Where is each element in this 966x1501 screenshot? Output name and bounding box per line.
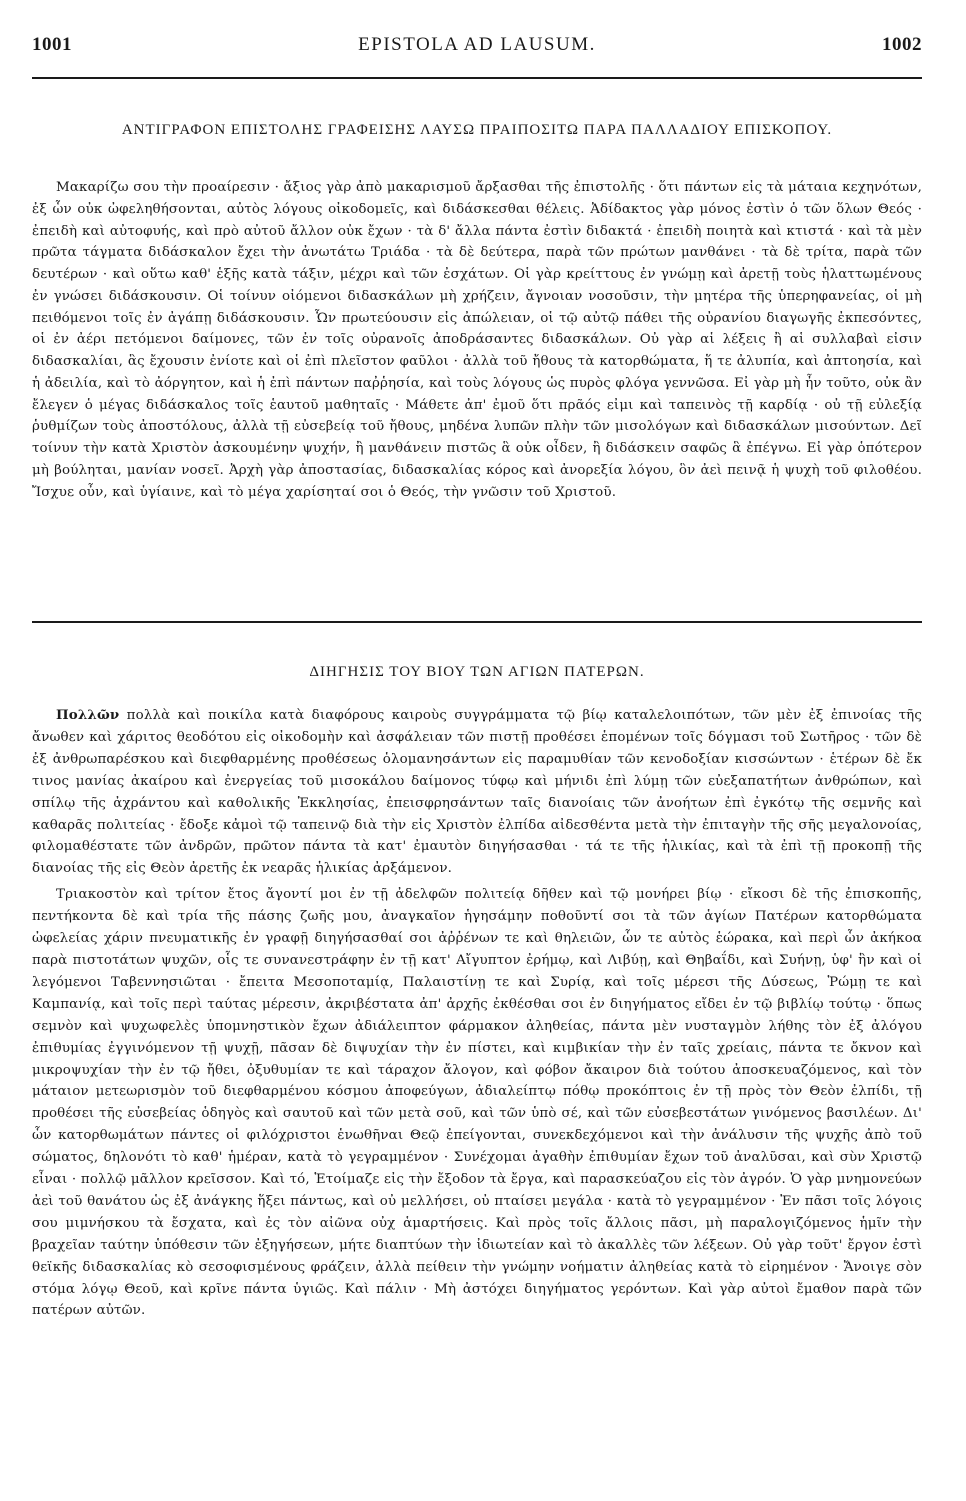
letter-heading: ΑΝΤΙΓΡΑΦΟΝ ΕΠΙΣΤΟΛΗΣ ΓΡΑΦΕΙΣΗΣ ΛΑΥΣΩ ΠΡΑΙΠΟΣΙΤΩ ΠΑΡΑ ΠΑΛΛΑΔΙΟΥ ΕΠΙΣΚΟΠΟΥ.	[121, 122, 833, 138]
left-column-number: 1001	[32, 34, 72, 55]
right-column-number: 1002	[882, 34, 922, 55]
paragraph-1-text: πολλὰ καὶ ποικίλα κατὰ διαφόρους καιροὺς συγγράμματα τῷ βίῳ καταλελοιπότων, τῶν μὲν ἐξ ἐπινοίας τῆς ἄνωθεν καὶ χάριτος θεοδότου εἰς οἰκοδομὴν καὶ ἀσφάλειαν τῶν πιστῇ προθέσει ἑπομένων τοῖς δόγμασι τοῦ Σωτῆρος · τῶν δὲ ἐξ ἀνθρωπαρέσκου καὶ διεφθαρμένης προθέσεως ὁλομανησάντων εἰς παραμυθίαν τῶν κενοδοξίαν κισσώντων · ἑτέρων δὲ ἔκ τινος μανίας ἀκαίρου καὶ ἐνεργείας τοῦ μισοκάλου δαίμονος τύφῳ καὶ μήνιδι ἐπὶ λύμῃ τῶν εὐεξαπατήτων ἀνθρώπων, καὶ σπίλῳ τῆς ἀχράντου καὶ καθολικῆς Ἐκκλησίας, ἐπεισφρησάντων ταῖς διανοίαις τῶν ἀνοήτων ἐπὶ ἐγκότῳ τῆς σεμνῆς καὶ καθαρᾶς πολιτείας · ἔδοξε κἀμοὶ τῷ ταπεινῷ διὰ τὴν εἰς Χριστὸν ἐλπίδα αἰδεσθέντα μετὰ τὴν ἐπιταγὴν τῆς σῆς μεγαλονοίας, φιλομαθέστατε τῶν ἀνδρῶν, πρῶτον πάντα τὰ κατ' ἐμαυτὸν διηγήσασθαι · τά τε τῆς ἡλικίας, καὶ τὰ ἐπὶ τῇ προκοπῇ τῆς διανοίας τῆς εἰς Θεὸν ἀρετῆς ἐκ νεαρᾶς ἡλικίας ἀρξάμενον.	[32, 708, 922, 877]
paragraph-2: Τριακοστὸν καὶ τρίτον ἔτος ἄγοντί μοι ἐν τῇ ἀδελφῶν πολιτείᾳ δῆθεν καὶ τῷ μονήρει βίῳ · εἴκοσι δὲ τῆς ἐπισκοπῆς, πεντήκοντα δὲ καὶ τρία τῆς πάσης ζωῆς μου, ἀναγκαῖον ἡγησάμην ποθοῦντί σοι τὰ τῶν ἁγίων Πατέρων κατορθώματα ὠφελείας χάριν πνευματικῆς ἐν γραφῇ διηγήσασθαί σοι ἀῤῥένων τε καὶ θηλειῶν, ὧν τε αὐτὸς ἑώρακα, καὶ περὶ ὧν ἀκήκοα παρὰ πιστοτάτων ψυχῶν, οἷς τε συνανεστράφην ἐν τῇ κατ' Αἴγυπτον ἐρήμῳ, καὶ Λιβύῃ, καὶ Θηβαΐδι, καὶ Συήνῃ, ὑφ' ἣν καὶ οἱ λεγόμενοι Ταβεννησιῶται · ἔπειτα Μεσοποταμίᾳ, Παλαιστίνῃ τε καὶ Συρίᾳ, καὶ τοῖς μέρεσι τῆς Δύσεως, Ῥώμῃ τε καὶ Καμπανίᾳ, καὶ τοῖς περὶ ταύτας μέρεσιν, ἀκριβέστατα ἀπ' ἀρχῆς ἐκθέσθαι σοι ἐν διηγήματος εἴδει ἐν τῷ βιβλίῳ τούτῳ · ὅπως σεμνὸν καὶ ψυχωφελὲς ὑπομνηστικὸν ἔχων ἀδιάλειπτον φάρμακον ἀληθείας, πάντα μὲν νυσταγμὸν λήθης τὸν ἐξ ἀλόγου ἐπιθυμίας ἐγγινόμενον τῇ ψυχῇ, πᾶσαν δὲ διψυχίαν τὴν ἐν πίστει, καὶ κιμβικίαν τὴν ἐν ταῖς χρείαις, πάντα τε ὄκνον καὶ μικροψυχίαν τὴν ἐν τῷ ἤθει, ὀξυθυμίαν τε καὶ τάραχον ἄλογον, καὶ φόβον ἄκαιρον διὰ τούτου ἀποσκευαζόμενος, καὶ τὸν μάταιον μετεωρισμὸν τοῦ διεφθαρμένου κόσμου ἀποφεύγων, ἀδιαλείπτῳ πόθῳ προκόπτοις ἐν τῇ πρὸς τὸν Θεὸν ἐλπίδι, τῇ προθέσει τῆς εὐσεβείας ὁδηγὸς καὶ σαυτοῦ καὶ τῶν μετὰ σοῦ, καὶ τῶν ὑπὸ σέ, καὶ τῶν εὐσεβεστάτων γινόμενος βασιλέων. Δι' ὧν κατορθωμάτων πάντες οἱ φιλόχριστοι ἑνωθῆναι Θεῷ ἐπείγονται, συνεκδεχόμενοι καὶ τὴν ἀνάλυσιν τῆς ψυχῆς ἀπὸ τοῦ σώματος, δηλονότι τὸ καθ' ἡμέραν, κατὰ τὸ γεγραμμένον · Συνέχομαι ἀγαθὴν ἐπιθυμίαν ἔχων τοῦ ἀναλῦσαι, καὶ σὺν Χριστῷ εἶναι · πολλῷ μᾶλλον κρεῖσσον. Καὶ τό, Ἑτοίμαζε εἰς τὴν ἔξοδον τὰ ἔργα, καὶ παρασκεύαζου εἰς τὸν ἀγρόν. Ὁ γὰρ μνημονεύων ἀεὶ τοῦ θανάτου ὡς ἐξ ἀνάγκης ἥξει πάντως, καὶ οὐ μελλήσει, οὐ πταίσει μεγάλα · κατὰ τὸ γεγραμμένον · Ἐν πᾶσι τοῖς λόγοις σου μιμνήσκου τὰ ἔσχατα, καὶ ἐς τὸν αἰῶνα οὐχ ἁμαρτήσεις. Καὶ πρὸς τοῖς ἄλλοις πᾶσι, μὴ παραλογιζόμενος ἡμῖν τὴν βραχεῖαν ταύτην ὑπόθεσιν τῶν ἐξηγήσεων, μήτε διαπτύων τὴν ἰδιωτείαν καὶ τὸ ἀκαλλὲς τῶν λέξεων. Οὐ γὰρ τοῦτ' ἔργον ἐστὶ θεϊκῆς διδασκαλίας κὸ σεσοφισμένους φράζειν, ἀλλὰ πείθειν τὴν γνώμην νοήματιν ἀληθείας κατὰ τὸ εἰρημένον · Ἄνοιγε σὸν στόμα λόγῳ Θεοῦ, καὶ κρῖνε πάντα ὑγιῶς. Καὶ πάλιν · Μὴ ἀστόχει διηγήματος γερόντων. Καὶ γὰρ αὐτοὶ ἔμαθον παρὰ τῶν πατέρων αὐτῶν.	[32, 887, 922, 1319]
running-title: EPISTOLA AD LAUSUM.	[358, 34, 596, 55]
lives-heading: ΔΙΗΓΗΣΙΣ ΤΟΥ ΒΙΟΥ ΤΩΝ ΑΓΙΩΝ ΠΑΤΕΡΩΝ.	[309, 664, 645, 680]
paragraph-1	[32, 705, 922, 880]
paragraph-1-first-word: Πολλῶν	[56, 707, 120, 723]
running-header	[32, 28, 922, 64]
lives-body	[32, 705, 922, 1322]
section-divider	[32, 621, 922, 623]
header-rule	[32, 77, 922, 79]
letter-body: Μακαρίζω σου τὴν προαίρεσιν · ἄξιος γὰρ ἀπὸ μακαρισμοῦ ἄρξασθαι τῆς ἐπιστολῆς · ὅτι πάντων εἰς τὰ μάταια κεχηνότων, ἐξ ὧν οὐκ ὠφεληθήσονται, αὐτὸς λόγους οἰκοδομεῖς, καὶ διδάσκεσθαι θέλεις. Ἀδίδακτος γὰρ μόνος ἐστὶν ὁ τῶν ὅλων Θεός · ἐπειδὴ καὶ αὐτοφυής, καὶ πρὸ αὐτοῦ ἄλλον οὐκ ἔχων · τὰ δ' ἄλλα πάντα ἐστὶν διδακτά · ἐπειδὴ ποιητὰ καὶ κτιστά · καὶ τὰ μὲν πρῶτα τάγματα διδάσκαλον ἔχει τὴν ἀνωτάτω Τριάδα · τὰ δὲ δεύτερα, παρὰ τῶν πρώτων μανθάνει · τὰ δὲ τρίτα, παρὰ τῶν δευτέρων · καὶ οὕτω καθ' ἑξῆς κατὰ τάξιν, μέχρι καὶ τῶν ἐσχάτων. Οἱ γὰρ κρείττους ἐν γνώμῃ καὶ ἀρετῇ τοὺς ἡλαττωμένους ἐν γνώσει διδάσκουσιν. Οἱ τοίνυν οἰόμενοι διδασκάλων μὴ χρήζειν, ἄγνοιαν νοσοῦσιν, τὴν μητέρα τῆς ὑπερηφανείας, οἱ μὴ πειθόμενοι τοῖς ἐν ἀγάπῃ διδάσκουσιν. Ὧν πρωτεύουσιν εἰς ἀπώλειαν, οἱ τῷ αὐτῷ πάθει τῆς οὐρανίου διαγωγῆς ἐκπεσόντες, οἱ ἐν ἀέρι πετόμενοι δαίμονες, τῶν ἐν τοῖς οὐρανοῖς ἀποδράσαντες διδασκάλων. Οὐ γὰρ αἱ λέξεις ἢ αἱ συλλαβαὶ εἰσιν διδασκαλίαι, ἃς ἔχουσιν ἐνίοτε καὶ οἱ ἐπὶ πλεῖστον φαῦλοι · ἀλλὰ τοῦ ἤθους τὰ κατορθώματα, ἥ τε ἀλυπία, καὶ ἀπτοησία, καὶ ἡ ἀδειλία, καὶ τὸ ἀόργητον, καὶ ἡ ἐπὶ πάντων παῤῥησία, καὶ τοὺς λόγους ὡς πυρὸς φλόγα γεννῶσα. Εἰ γὰρ μὴ ἦν τοῦτο, οὐκ ἂν ἔλεγεν ὁ μέγας διδάσκαλος τοῖς ἑαυτοῦ μαθηταῖς · Μάθετε ἀπ' ἐμοῦ ὅτι πρᾶός εἰμι καὶ ταπεινὸς τῇ καρδίᾳ · οὐ τῇ εὐλεξίᾳ ῥυθμίζων τοὺς ἀποστόλους, ἀλλὰ τῇ εὐσεβείᾳ τοῦ ἤθους, μηδένα λυπῶν πλὴν τῶν μισολόγων καὶ διδασκάλων μισούντων. Δεῖ τοίνυν τὴν κατὰ Χριστὸν ἀσκουμένην ψυχήν, ἢ μανθάνειν πιστῶς ἃ οὐκ οἶδεν, ἢ διδάσκειν σαφῶς ἃ ἐπέγνω. Εἰ γὰρ ὁπότερον μὴ βούληται, μανίαν νοσεῖ. Ἀρχὴ γὰρ ἀποστασίας, διδασκαλίας κόρος καὶ ἀνορεξία λόγου, ὃν ἀεὶ πεινᾷ ἡ ψυχὴ τοῦ φιλοθέου. Ἴσχυε οὖν, καὶ ὑγίαινε, καὶ τὸ μέγα χαρίσηταί σοι ὁ Θεός, τὴν γνῶσιν τοῦ Χριστοῦ.	[32, 180, 922, 500]
